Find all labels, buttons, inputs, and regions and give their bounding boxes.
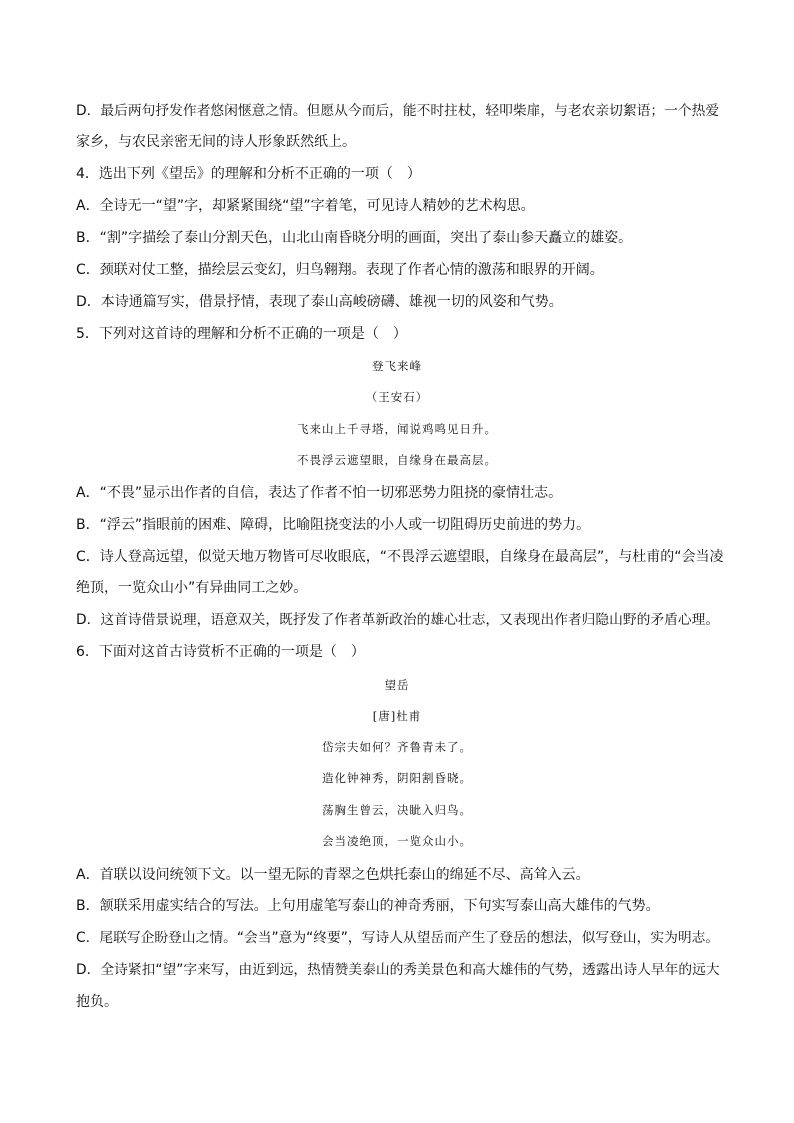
- q5-option-c-line2: 绝顶，一览众山小”有异曲同工之妙。: [76, 580, 308, 596]
- q5-poem-author: （王安石）: [365, 390, 429, 404]
- q5-option-d: D．这首诗借景说理，语意双关，既抒发了作者革新政治的雄心壮志，又表现出作者归隐山野的矛盾心理。: [76, 612, 720, 628]
- q3-option-d-line1: D．最后两句抒发作者悠闲惬意之情。但愿从今而后，能不时拄杖，轻叩柴扉，与老农亲切絮语；一个热爱: [76, 103, 720, 119]
- q4-option-a: A．全诗无一“望”字，却紧紧围绕“望”字着笔，可见诗人精妙的艺术构思。: [76, 198, 535, 214]
- q6-poem-line-4: 会当凌绝顶，一览众山小。: [322, 834, 472, 848]
- q5-poem-line-2: 不畏浮云遮望眼，自缘身在最高层。: [297, 453, 497, 467]
- q5-poem-title: 登飞来峰: [372, 359, 422, 373]
- q3-option-d-line2: 家乡，与农民亲密无间的诗人形象跃然纸上。: [76, 134, 356, 150]
- q4-stem: 4．选出下列《望岳》的理解和分析不正确的一项（ ）: [76, 166, 421, 182]
- q5-option-a: A．“不畏”显示出作者的自信，表达了作者不怕一切邪恶势力阻挠的豪情壮志。: [76, 485, 563, 501]
- q6-option-d-line1: D．全诗紧扣“望”字来写，由近到远，热情赞美泰山的秀美景色和高大雄伟的气势，透露出诗人早年的远大: [76, 962, 720, 978]
- q6-option-b: B．颔联采用虚实结合的写法。上句用虚笔写泰山的神奇秀丽，下句实写泰山高大雄伟的气势。: [76, 898, 660, 914]
- q4-option-b: B．“割”字描绘了泰山分割天色，山北山南昏晓分明的画面，突出了泰山参天矗立的雄姿。: [76, 230, 633, 246]
- q4-option-c: C．颈联对仗工整，描绘层云变幻，归鸟翱翔。表现了作者心情的激荡和眼界的开阔。: [76, 262, 604, 278]
- q5-option-c-line1: C．诗人登高远望，似觉天地万物皆可尽收眼底，“不畏浮云遮望眼，自缘身在最高层”，与杜甫的“会当凌: [76, 549, 724, 565]
- q6-poem-title: 望岳: [384, 678, 410, 692]
- q6-poem-line-3: 荡胸生曾云，决眦入归鸟。: [322, 803, 472, 817]
- q5-poem-line-1: 飞来山上千寻塔，闻说鸡鸣见日升。: [297, 422, 497, 436]
- q4-option-d: D．本诗通篇写实，借景抒情，表现了泰山高峻磅礴、雄视一切的风姿和气势。: [76, 294, 563, 310]
- q6-poem-line-1: 岱宗夫如何？齐鲁青未了。: [322, 740, 472, 754]
- q6-option-c: C．尾联写企盼登山之情。“会当”意为“终要”，写诗人从望岳而产生了登岳的想法，似写登山，实为明志。: [76, 930, 720, 946]
- q5-option-b: B．“浮云”指眼前的困难、障碍，比喻阻挠变法的小人或一切阻碍历史前进的势力。: [76, 517, 591, 533]
- q6-stem: 6．下面对这首古诗赏析不正确的一项是（ ）: [76, 644, 365, 660]
- q6-option-d-line2: 抱负。: [76, 994, 118, 1010]
- q6-option-a: A．首联以设问统领下文。以一望无际的青翠之色烘托泰山的绵延不尽、高耸入云。: [76, 867, 590, 883]
- q5-stem: 5．下列对这首诗的理解和分析不正确的一项是（ ）: [76, 326, 407, 342]
- q6-poem-author: [唐]杜甫: [372, 709, 422, 723]
- q6-poem-line-2: 造化钟神秀，阴阳割昏晓。: [322, 771, 472, 785]
